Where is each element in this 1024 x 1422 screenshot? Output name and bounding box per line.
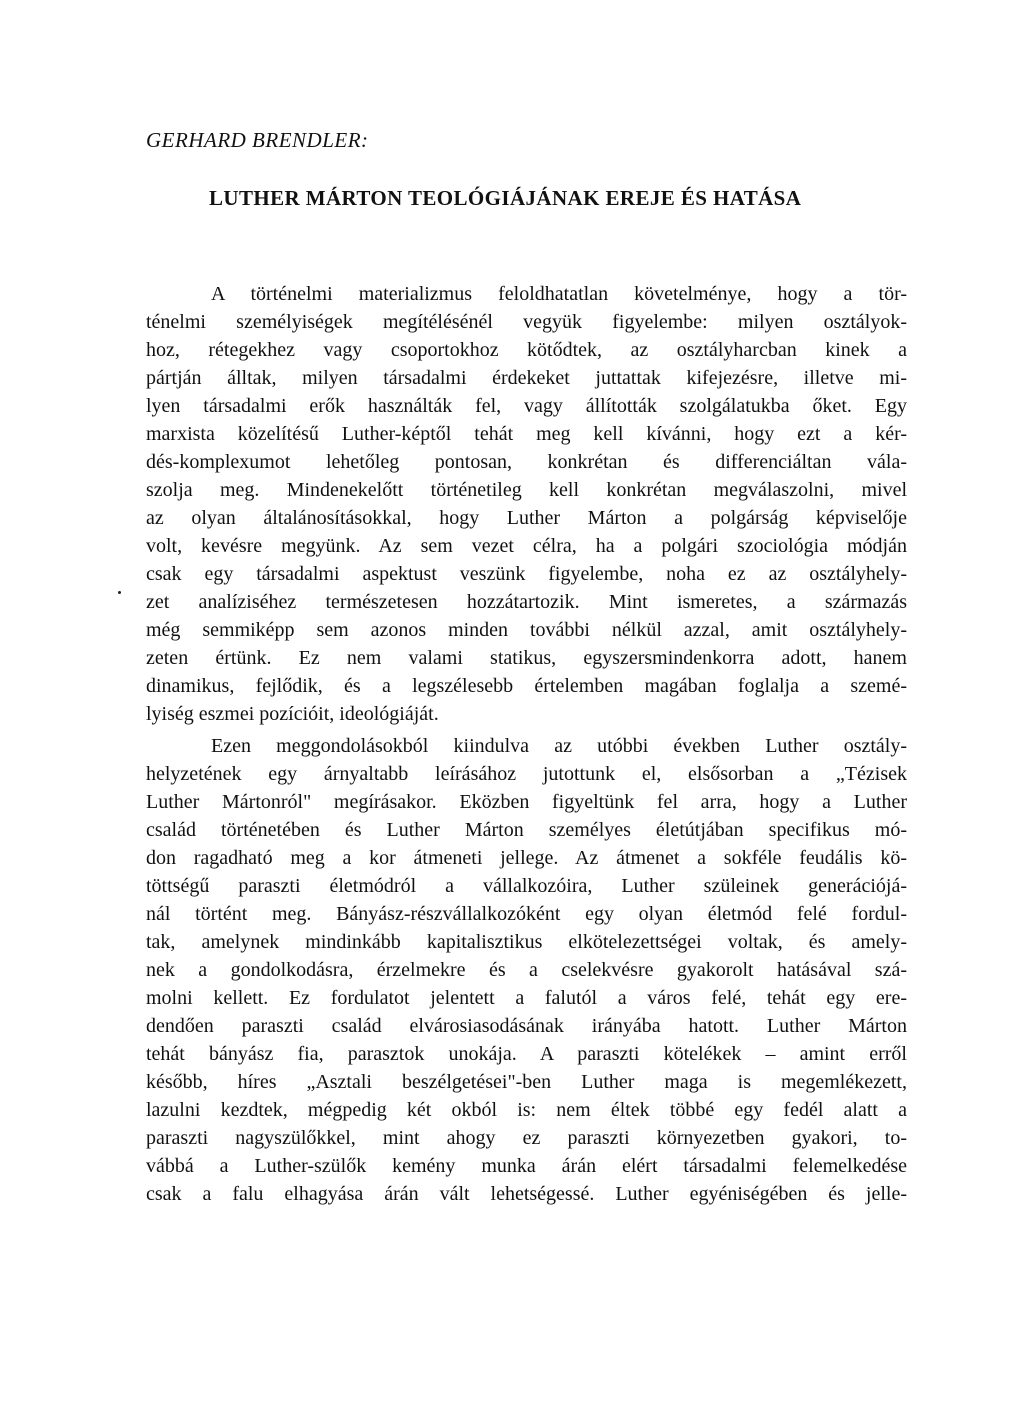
- text-line: hoz, rétegekhez vagy csoportokhoz kötődtek, az osztályharcban kinek a: [146, 339, 907, 361]
- text-line: zet analíziséhez természetesen hozzátartozik. Mint ismeretes, a származás: [146, 591, 907, 613]
- text-line: lazulni kezdtek, mégpedig két okból is: nem éltek többé egy fedél alatt a: [146, 1099, 907, 1121]
- text-line: az olyan általánosításokkal, hogy Luther Márton a polgárság képviselője: [146, 507, 907, 529]
- text-line: csak egy társadalmi aspektust veszünk figyelembe, noha ez az osztályhely-: [146, 563, 907, 585]
- text-line: lyiség eszmei pozícióit, ideológiáját.: [146, 703, 439, 725]
- text-line: don ragadható meg a kor átmeneti jellege. Az átmenet a sokféle feudális kö-: [146, 847, 907, 869]
- text-line: helyzetének egy árnyaltabb leírásához jutottunk el, elsősorban a „Tézisek: [146, 763, 907, 785]
- text-line: dés-komplexumot lehetőleg pontosan, konkrétan és differenciáltan vála-: [146, 451, 907, 473]
- text-line: nál történt meg. Bányász-részvállalkozóként egy olyan életmód felé fordul-: [146, 903, 907, 925]
- author-name: GERHARD BRENDLER:: [146, 128, 369, 152]
- text-line: csak a falu elhagyása árán vált lehetségessé. Luther egyéniségében és jelle-: [146, 1183, 907, 1205]
- text-line: még semmiképp sem azonos minden további nélkül azzal, amit osztályhely-: [146, 619, 907, 641]
- text-line: Ezen meggondolásokból kiindulva az utóbbi években Luther osztály-: [211, 735, 907, 757]
- text-line: pártján álltak, milyen társadalmi érdekeket juttattak kifejezésre, illetve mi-: [146, 367, 907, 389]
- text-line: zeten értünk. Ez nem valami statikus, egyszersmindenkorra adott, hanem: [146, 647, 907, 669]
- page-title: LUTHER MÁRTON TEOLÓGIÁJÁNAK EREJE ÉS HATÁSA: [209, 186, 802, 210]
- text-line: A történelmi materializmus feloldhatatlan követelménye, hogy a tör-: [211, 283, 907, 305]
- text-line: dinamikus, fejlődik, és a legszélesebb értelemben magában foglalja a szemé-: [146, 675, 907, 697]
- text-line: töttségű paraszti életmódról a vállalkozóira, Luther szüleinek generációjá-: [146, 875, 907, 897]
- text-line: marxista közelítésű Luther-képtől tehát meg kell kívánni, hogy ezt a kér-: [146, 423, 907, 445]
- text-line: volt, kevésre megyünk. Az sem vezet célra, ha a polgári szociológia módján: [146, 535, 907, 557]
- text-line: tehát bányász fia, parasztok unokája. A paraszti kötelékek – amint erről: [146, 1043, 907, 1065]
- text-line: dendően paraszti család elvárosiasodásának irányába hatott. Luther Márton: [146, 1015, 907, 1037]
- text-line: tak, amelynek mindinkább kapitalisztikus elkötelezettségei voltak, és amely-: [146, 931, 907, 953]
- text-line: lyen társadalmi erők használták fel, vagy állították szolgálatukba őket. Egy: [146, 395, 907, 417]
- text-line: Luther Mártonról" megírásakor. Eközben figyeltünk fel arra, hogy a Luther: [146, 791, 907, 813]
- text-line: szolja meg. Mindenekelőtt történetileg kell konkrétan megválaszolni, mivel: [146, 479, 907, 501]
- text-line: később, híres „Asztali beszélgetései"-ben Luther maga is megemlékezett,: [146, 1071, 907, 1093]
- text-line: paraszti nagyszülőkkel, mint ahogy ez paraszti környezetben gyakori, to-: [146, 1127, 907, 1149]
- text-line: nek a gondolkodásra, érzelmekre és a cselekvésre gyakorolt hatásával szá-: [146, 959, 907, 981]
- text-line: molni kellett. Ez fordulatot jelentett a falutól a város felé, tehát egy ere-: [146, 987, 907, 1009]
- text-line: vábbá a Luther-szülők kemény munka árán elért társadalmi felemelkedése: [146, 1155, 907, 1177]
- text-line: család történetében és Luther Márton személyes életútjában specifikus mó-: [146, 819, 907, 841]
- text-line: ténelmi személyiségek megítélésénél vegyük figyelembe: milyen osztályok-: [146, 311, 907, 333]
